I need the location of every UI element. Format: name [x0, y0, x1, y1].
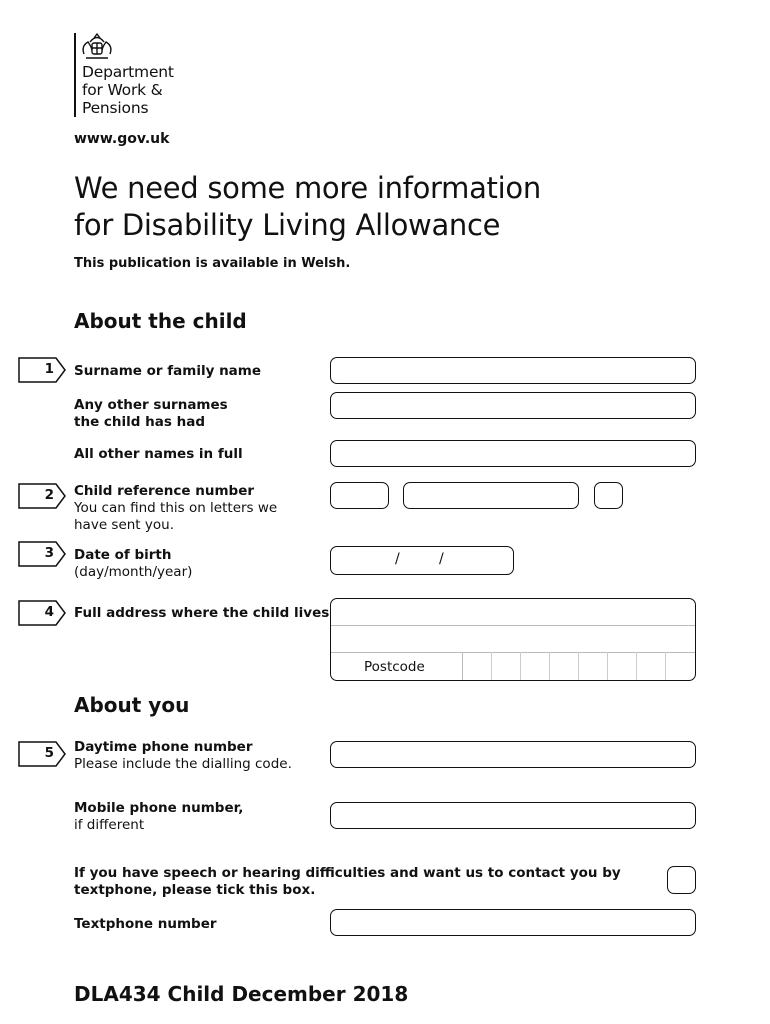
reference-number-label: Child reference number You can find this on letters we have sent you.: [74, 483, 278, 533]
page-title: We need some more information for Disability Living Allowance: [74, 171, 541, 242]
postcode-cell-divider: [549, 652, 550, 680]
textphone-checkbox[interactable]: [667, 866, 696, 894]
other-names-input[interactable]: [330, 440, 696, 467]
royal-crest-icon: [80, 32, 114, 62]
question-number: 2: [44, 487, 54, 503]
date-separator: /: [439, 551, 444, 567]
daytime-phone-input[interactable]: [330, 741, 696, 768]
address-label: Full address where the child lives: [74, 605, 330, 621]
address-line-divider: [331, 652, 695, 653]
department-name: Department for Work & Pensions: [82, 63, 174, 117]
section-heading-you: About you: [74, 693, 190, 717]
postcode-cell-divider: [462, 652, 463, 680]
reference-prefix-input[interactable]: [330, 482, 389, 509]
postcode-cell-divider: [578, 652, 579, 680]
date-of-birth-label: Date of birth (day/month/year): [74, 547, 193, 580]
mobile-phone-label: Mobile phone number, if different: [74, 800, 244, 833]
postcode-cell-divider: [665, 652, 666, 680]
welsh-availability-note: This publication is available in Welsh.: [74, 256, 351, 271]
postcode-cell-divider: [607, 652, 608, 680]
textphone-number-label: Textphone number: [74, 916, 217, 932]
form-reference: DLA434 Child December 2018: [74, 982, 409, 1006]
reference-suffix-input[interactable]: [594, 482, 623, 509]
reference-number-input[interactable]: [403, 482, 579, 509]
surname-input[interactable]: [330, 357, 696, 384]
daytime-phone-label: Daytime phone number Please include the dialling code.: [74, 739, 292, 772]
postcode-cell-divider: [491, 652, 492, 680]
other-surnames-input[interactable]: [330, 392, 696, 419]
date-separator: /: [395, 551, 400, 567]
postcode-label: Postcode: [364, 659, 425, 675]
address-input[interactable]: [330, 598, 696, 681]
question-number: 3: [44, 545, 54, 561]
date-of-birth-input[interactable]: [330, 546, 514, 575]
website-url: www.gov.uk: [74, 131, 170, 147]
postcode-cell-divider: [636, 652, 637, 680]
logo-bar: [74, 33, 76, 117]
postcode-cell-divider: [520, 652, 521, 680]
mobile-phone-input[interactable]: [330, 802, 696, 829]
question-number: 1: [44, 361, 54, 377]
surname-label: Surname or family name: [74, 363, 262, 379]
question-number: 4: [44, 604, 54, 620]
other-surnames-label: Any other surnames the child has had: [74, 397, 228, 430]
textphone-tick-label: If you have speech or hearing difficulties and want us to contact you by textphone, please tick this box.: [74, 865, 621, 898]
address-line-divider: [331, 625, 695, 626]
question-number: 5: [44, 745, 54, 761]
section-heading-child: About the child: [74, 309, 247, 333]
textphone-number-input[interactable]: [330, 909, 696, 936]
other-names-label: All other names in full: [74, 446, 243, 462]
